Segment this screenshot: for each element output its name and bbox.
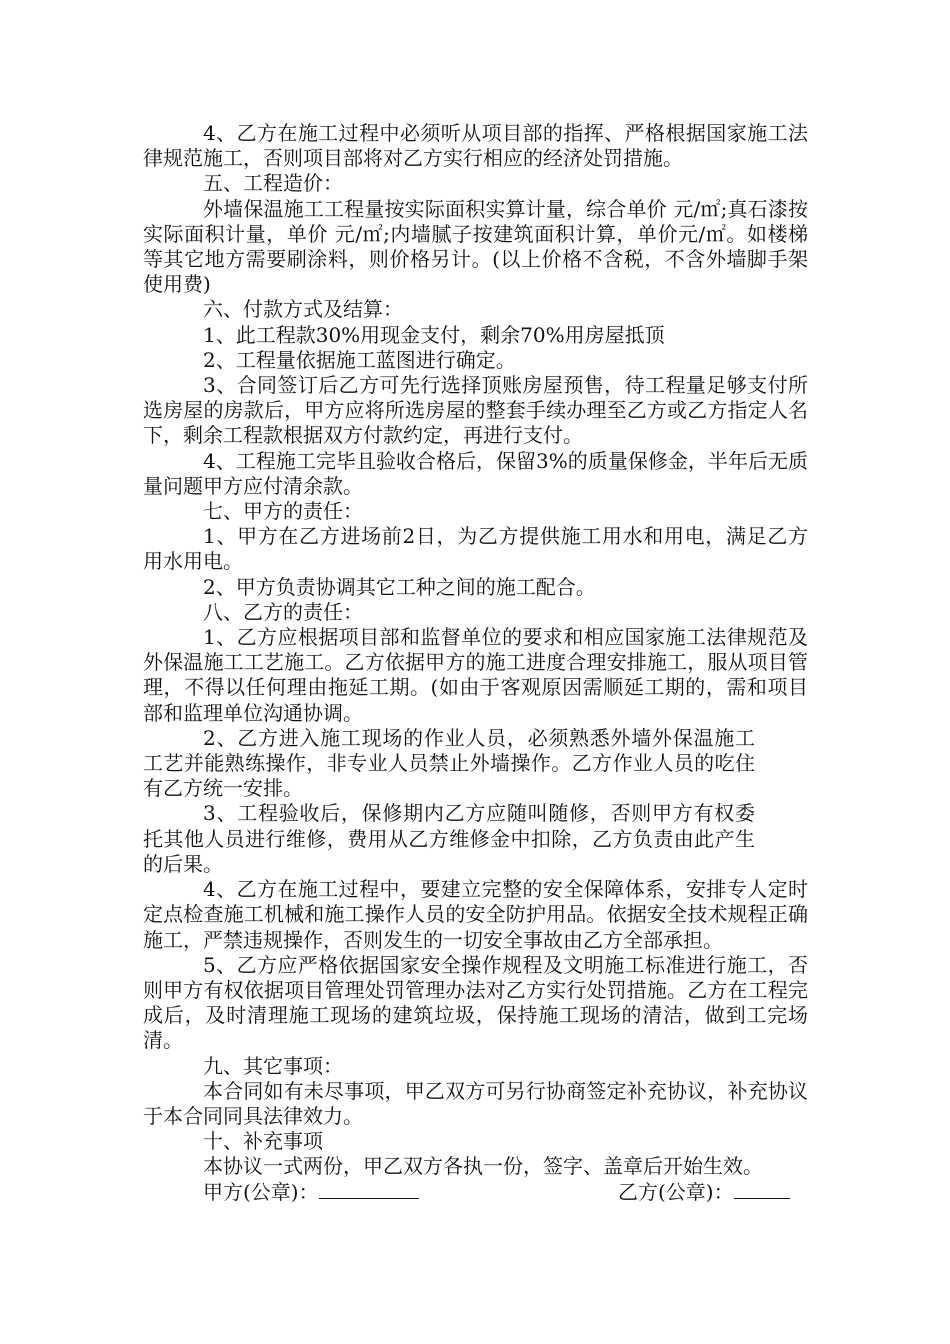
signature-party-a-label: 甲方(公章)： [203, 1179, 319, 1204]
clause-party-b-2: 2、乙方进入施工现场的作业人员，必须熟悉外墙外保温施工工艺并能熟练操作，非专业人员禁止外墙操作。乙方作业人员的吃住有乙方统一安排。 [143, 725, 755, 801]
signature-party-b [618, 1180, 790, 1205]
clause-party-b-5: 5、乙方应严格依据国家安全操作规程及文明施工标准进行施工，否则甲方有权依据项目管理处罚管理办法对乙方实行处罚措施。乙方在工程完成后，及时清理施工现场的建筑垃圾，保持施工现场的清洁，做到工完场清。 [143, 952, 808, 1053]
signature-row [143, 1180, 808, 1205]
clause-obey-instructions: 4、乙方在施工过程中必须听从项目部的指挥、严格根据国家施工法律规范施工，否则项目部将对乙方实行相应的经济处罚措施。 [143, 121, 808, 171]
clause-price-body: 外墙保温施工工程量按实际面积实算计量，综合单价 元/㎡;真石漆按实际面积计量，单价 元/㎡;内墙腻子按建筑面积计算，单价元/㎡。如楼梯等其它地方需要刷涂料，则价格另计。(以上价格不含税，不含外墙脚手架使用费) [143, 196, 808, 297]
signature-party-b-label: 乙方(公章)： [618, 1179, 734, 1204]
section-heading-other-matters: 九、其它事项： [203, 1053, 343, 1078]
section-heading-supplementary: 十、补充事项 [203, 1129, 323, 1154]
clause-payment-2: 2、工程量依据施工蓝图进行确定。 [203, 347, 516, 372]
section-heading-party-a-duties: 七、甲方的责任： [203, 499, 363, 524]
clause-payment-3: 3、合同签订后乙方可先行选择顶账房屋预售，待工程量足够支付所选房屋的房款后，甲方应将所选房屋的整套手续办理至乙方或乙方指定人名下，剩余工程款根据双方付款约定，再进行支付。 [143, 373, 808, 448]
clause-payment-1: 1、此工程款30%用现金支付，剩余70%用房屋抵顶 [203, 322, 665, 347]
signature-party-a-blank [319, 1182, 419, 1199]
section-heading-party-b-duties: 八、乙方的责任： [203, 599, 363, 624]
clause-payment-4: 4、工程施工完毕且验收合格后，保留3%的质量保修金，半年后无质量问题甲方应付清余款。 [143, 448, 808, 498]
clause-supplementary-body: 本协议一式两份，甲乙双方各执一份，签字、盖章后开始生效。 [203, 1154, 763, 1179]
clause-other-matters-body: 本合同如有未尽事项，甲乙双方可另行协商签定补充协议，补充协议于本合同同具法律效力。 [143, 1078, 808, 1128]
clause-party-b-3: 3、工程验收后，保修期内乙方应随叫随修，否则甲方有权委托其他人员进行维修，费用从乙方维修金中扣除，乙方负责由此产生的后果。 [143, 801, 755, 876]
clause-party-b-4: 4、乙方在施工过程中，要建立完整的安全保障体系，安排专人定时定点检查施工机械和施工操作人员的安全防护用品。依据安全技术规程正确施工，严禁违规操作，否则发生的一切安全事故由乙方全部承担。 [143, 877, 808, 952]
section-heading-payment: 六、付款方式及结算： [203, 297, 403, 322]
signature-party-b-blank [734, 1182, 790, 1199]
contract-page [143, 121, 808, 1205]
clause-party-a-1: 1、甲方在乙方进场前2日，为乙方提供施工用水和用电，满足乙方用水用电。 [143, 524, 808, 574]
clause-party-b-1: 1、乙方应根据项目部和监督单位的要求和相应国家施工法律规范及外保温施工工艺施工。乙方依据甲方的施工进度合理安排施工，服从项目管理，不得以任何理由拖延工期。(如由于客观原因需顺延工期的，需和项目部和监理单位沟通协调。 [143, 625, 808, 725]
section-heading-price: 五、工程造价： [203, 171, 343, 196]
signature-party-a [203, 1180, 419, 1205]
clause-party-a-2: 2、甲方负责协调其它工种之间的施工配合。 [203, 574, 596, 599]
